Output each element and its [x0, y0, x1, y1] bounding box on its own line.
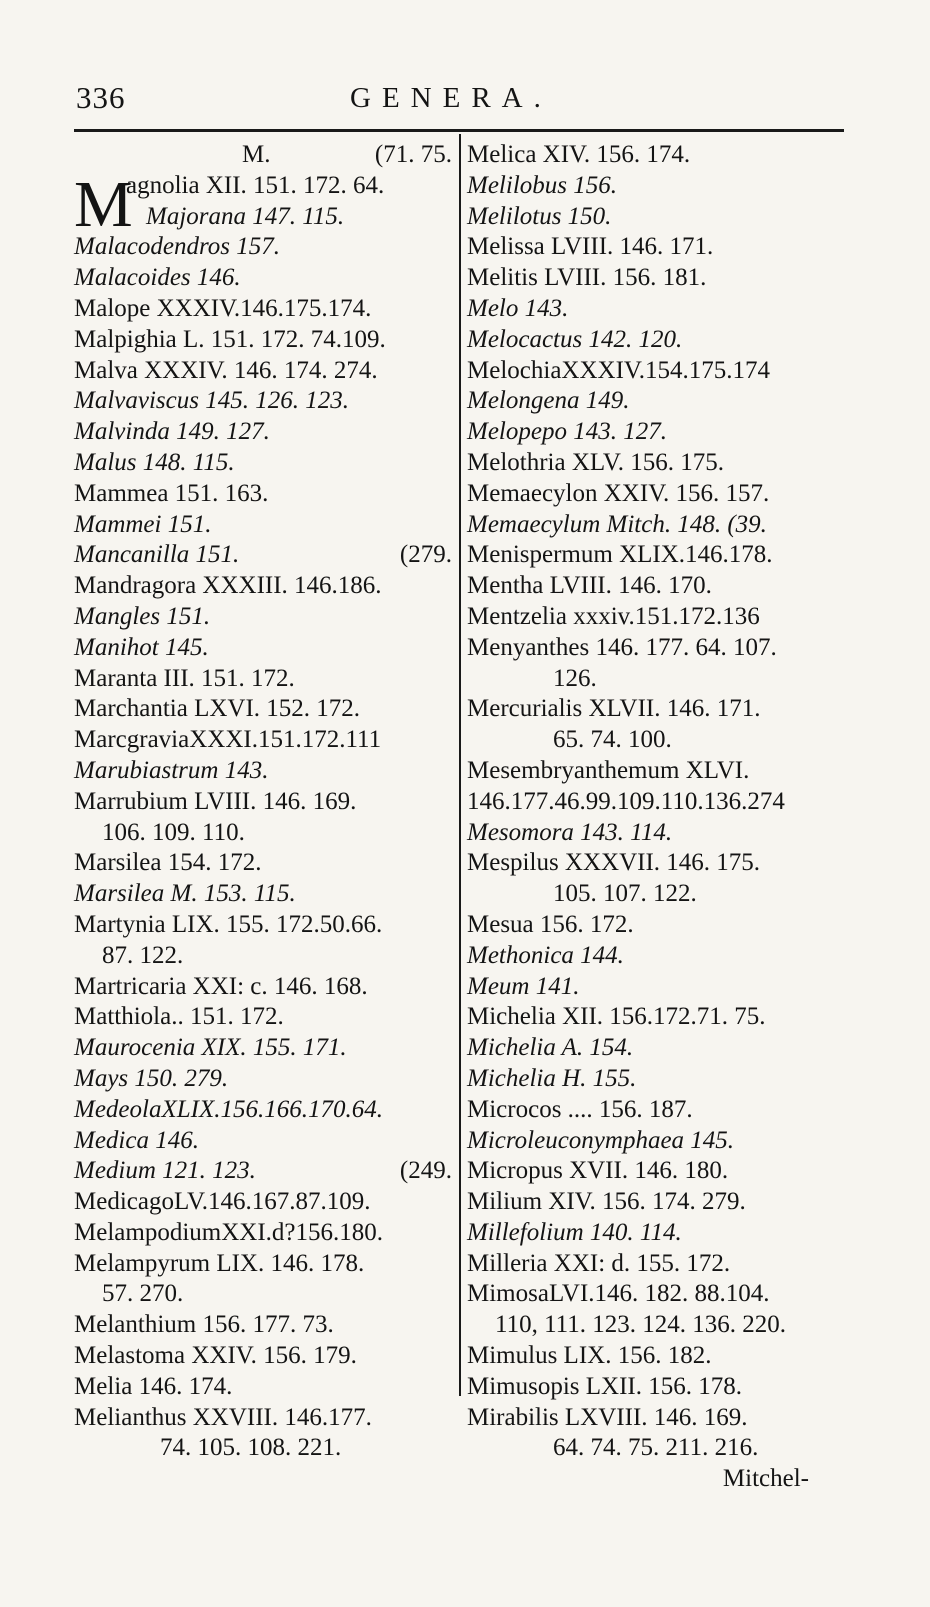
index-entry — [74, 972, 458, 1003]
index-entry — [74, 818, 458, 849]
entry-text: 87. 122. — [102, 941, 184, 969]
index-entry — [74, 725, 458, 756]
entry-text: Manihot 145. — [74, 633, 209, 661]
entry-text: Malvinda 149. 127. — [74, 418, 270, 446]
entry-text: Mimusopis LXII. 156. 178. — [467, 1372, 742, 1400]
entry-text: Melitis LVIII. 156. 181. — [467, 264, 707, 292]
index-entry — [467, 325, 847, 356]
index-entry — [467, 725, 847, 756]
entry-text: Menispermum XLIX.146.178. — [467, 541, 773, 569]
entry-text: 146.177.46.99.109.110.136.274 — [467, 787, 785, 815]
entry-text: Milium XIV. 156. 174. 279. — [467, 1188, 746, 1216]
index-entry — [467, 1310, 847, 1341]
index-entry — [74, 1187, 458, 1218]
entry-text: MedicagoLV.146.167.87.109. — [74, 1188, 371, 1216]
entry-text: Malacoides 146. — [74, 264, 241, 292]
entry-text: Memaecylon XXIV. 156. 157. — [467, 479, 770, 507]
entry-text: MarcgraviaXXXI.151.172.111 — [74, 726, 382, 754]
index-entry — [467, 1433, 847, 1464]
index-entry — [74, 1372, 458, 1403]
right-column — [467, 140, 847, 1495]
entry-text: Menyanthes 146. 177. 64. 107. — [467, 633, 777, 661]
entry-text: Melongena 149. — [467, 387, 630, 415]
entry-text: Melilotus 150. — [467, 202, 612, 230]
index-entry — [74, 848, 458, 879]
index-entry — [467, 263, 847, 294]
left-column — [74, 140, 458, 1464]
index-entry — [467, 1156, 847, 1187]
index-entry — [74, 1249, 458, 1280]
entry-text: Microleuconymphaea 145. — [467, 1126, 735, 1154]
index-entry — [467, 848, 847, 879]
index-entry — [74, 602, 458, 633]
index-entry — [74, 571, 458, 602]
index-entry — [74, 1033, 458, 1064]
index-entry — [467, 1218, 847, 1249]
index-entry — [74, 633, 458, 664]
index-entry — [467, 1464, 847, 1495]
entry-text: Milleria XXI: d. 155. 172. — [467, 1249, 731, 1277]
entry-text: Majorana 147. 115. — [146, 202, 345, 230]
index-entry — [467, 1403, 847, 1434]
entry-text: Melo 143. — [467, 294, 569, 322]
entry-text: Medica 146. — [74, 1126, 199, 1154]
entry-text: 126. — [553, 664, 597, 692]
index-entry — [74, 140, 458, 171]
entry-text: Microcos .... 156. 187. — [467, 1095, 693, 1123]
index-entry — [467, 787, 847, 818]
entry-text: Michelia XII. 156.172.71. 75. — [467, 1003, 766, 1031]
entry-text: Methonica 144. — [467, 941, 624, 969]
entry-text: Melastoma XXIV. 156. 179. — [74, 1342, 357, 1370]
index-entry — [74, 756, 458, 787]
entry-text: 57. 270. — [102, 1280, 184, 1308]
index-entry — [467, 140, 847, 171]
entry-text: Mitchel- — [722, 1465, 809, 1493]
column-divider — [459, 134, 461, 1396]
entry-text: Memaecylum Mitch. 148. (39. — [467, 510, 767, 538]
index-entry — [74, 910, 458, 941]
index-entry — [74, 1156, 458, 1187]
entry-overflow: (71. 75. — [374, 141, 452, 168]
entry-text: Melia 146. 174. — [74, 1372, 233, 1400]
entry-text: MedeolaXLIX.156.166.170.64. — [74, 1095, 383, 1123]
index-entry — [74, 325, 458, 356]
index-entry — [74, 1310, 458, 1341]
entry-text: Mandragora XXXIII. 146.186. — [74, 572, 382, 600]
entry-text: Melanthium 156. 177. 73. — [74, 1311, 334, 1339]
entry-text: Malus 148. 115. — [74, 448, 235, 476]
index-entry — [467, 972, 847, 1003]
index-entry — [467, 602, 847, 633]
page-number: 336 — [76, 80, 126, 115]
entry-text: Malva XXXIV. 146. 174. 274. — [74, 356, 378, 384]
index-entry — [467, 910, 847, 941]
index-entry — [74, 356, 458, 387]
index-entry — [467, 479, 847, 510]
index-entry — [74, 510, 458, 541]
entry-text: Martynia LIX. 155. 172.50.66. — [74, 910, 383, 938]
running-title: GENERA. — [350, 82, 552, 114]
entry-text: Melilobus 156. — [467, 171, 617, 199]
index-entry — [467, 879, 847, 910]
index-entry — [467, 417, 847, 448]
entry-text: Mesomora 143. 114. — [467, 818, 673, 846]
index-entry — [74, 479, 458, 510]
entry-text: Millefolium 140. 114. — [467, 1218, 682, 1246]
index-entry — [74, 540, 458, 571]
index-entry — [467, 232, 847, 263]
entry-text: Martricaria XXI: c. 146. 168. — [74, 972, 368, 1000]
entry-text: MelochiaXXXIV.154.175.174 — [467, 356, 770, 384]
index-entry — [467, 1187, 847, 1218]
entry-text: Malope XXXIV.146.175.174. — [74, 294, 372, 322]
index-entry — [74, 1218, 458, 1249]
entry-text: Marchantia LXVI. 152. 172. — [74, 695, 361, 723]
index-entry — [74, 1279, 458, 1310]
index-entry — [467, 571, 847, 602]
entry-text: Mays 150. 279. — [74, 1064, 229, 1092]
index-entry — [467, 941, 847, 972]
entry-text: 105. 107. 122. — [553, 880, 697, 908]
index-entry — [467, 1033, 847, 1064]
entry-text: 110, 111. 123. 124. 136. 220. — [495, 1311, 786, 1339]
index-entry — [74, 202, 458, 233]
index-entry — [467, 664, 847, 695]
entry-text: 74. 105. 108. 221. — [160, 1434, 342, 1462]
entry-overflow: (249. — [399, 1157, 452, 1185]
index-entry — [74, 417, 458, 448]
index-entry — [74, 694, 458, 725]
entry-text: 65. 74. 100. — [553, 726, 672, 754]
entry-text: Marsilea 154. 172. — [74, 849, 262, 877]
entry-text: 106. 109. 110. — [102, 818, 245, 846]
entry-text: Maranta III. 151. 172. — [74, 664, 295, 692]
entry-text: Melocactus 142. 120. — [467, 325, 683, 353]
index-entry — [467, 1372, 847, 1403]
entry-text: Meum 141. — [467, 972, 580, 1000]
index-entry — [74, 294, 458, 325]
index-entry — [467, 1095, 847, 1126]
entry-text: Melothria XLV. 156. 175. — [467, 448, 724, 476]
index-entry — [74, 232, 458, 263]
entry-text: Michelia H. 155. — [467, 1064, 637, 1092]
entry-text: Michelia A. 154. — [467, 1034, 634, 1062]
entry-text: Mentha LVIII. 146. 170. — [467, 572, 712, 600]
index-entry — [74, 386, 458, 417]
entry-text: Mirabilis LXVIII. 146. 169. — [467, 1403, 748, 1431]
entry-text: MimosaLVI.146. 182. 88.104. — [467, 1280, 770, 1308]
index-entry — [74, 1433, 458, 1464]
drop-cap: M — [74, 167, 133, 241]
entry-text: Melampyrum LIX. 146. 178. — [74, 1249, 365, 1277]
entry-text: Matthiola.. 151. 172. — [74, 1003, 284, 1031]
index-entry — [467, 633, 847, 664]
entry-text: Maurocenia XIX. 155. 171. — [74, 1034, 347, 1062]
index-entry — [467, 1126, 847, 1157]
index-entry — [467, 294, 847, 325]
entry-text: Marubiastrum 143. — [74, 756, 269, 784]
index-entry — [467, 694, 847, 725]
index-entry — [74, 879, 458, 910]
index-entry — [74, 263, 458, 294]
entry-text: 64. 74. 75. 211. 216. — [553, 1434, 759, 1462]
index-entry — [467, 540, 847, 571]
index-entry — [467, 202, 847, 233]
entry-text: Mentzelia xxxiv.151.172.136 — [467, 602, 760, 630]
index-entry — [467, 1249, 847, 1280]
entry-text: Medium 121. 123. — [74, 1157, 256, 1185]
index-entry — [467, 1064, 847, 1095]
entry-text: Mespilus XXXVII. 146. 175. — [467, 849, 761, 877]
entry-text: Melianthus XXVIII. 146.177. — [74, 1403, 372, 1431]
index-entry — [74, 1341, 458, 1372]
index-entry — [74, 664, 458, 695]
entry-text: Marrubium LVIII. 146. 169. — [74, 787, 357, 815]
entry-text: Mimulus LIX. 156. 182. — [467, 1342, 712, 1370]
index-entry — [467, 448, 847, 479]
entry-text: MelampodiumXXI.d?156.180. — [74, 1218, 383, 1246]
header-rule — [74, 129, 844, 132]
index-entry — [467, 756, 847, 787]
entry-text: Malpighia L. 151. 172. 74.109. — [74, 325, 386, 353]
index-entry — [74, 787, 458, 818]
entry-text: Mammea 151. 163. — [74, 479, 269, 507]
entry-text: Mammei 151. — [74, 510, 212, 538]
index-entry — [74, 1095, 458, 1126]
entry-text: Melica XIV. 156. 174. — [467, 141, 691, 168]
entry-text: Mercurialis XLVII. 146. 171. — [467, 695, 761, 723]
index-entry — [74, 448, 458, 479]
entry-text: Marsilea M. 153. 115. — [74, 880, 296, 908]
entry-text: Malvaviscus 145. 126. 123. — [74, 387, 349, 415]
index-entry — [467, 1002, 847, 1033]
entry-overflow: (279. — [399, 541, 452, 569]
index-entry — [467, 1341, 847, 1372]
index-entry — [467, 1279, 847, 1310]
entry-text: Mangles 151. — [74, 602, 211, 630]
entry-text: Melopepo 143. 127. — [467, 418, 667, 446]
index-entry — [467, 510, 847, 541]
index-entry — [74, 1403, 458, 1434]
index-entry — [467, 356, 847, 387]
entry-text: agnolia XII. 151. 172. 64. — [126, 171, 385, 199]
entry-text: Mesua 156. 172. — [467, 910, 634, 938]
index-entry — [74, 1126, 458, 1157]
index-entry — [74, 941, 458, 972]
index-entry — [74, 1002, 458, 1033]
index-entry — [467, 818, 847, 849]
entry-text: M. — [242, 141, 271, 168]
entry-text: Micropus XVII. 146. 180. — [467, 1157, 729, 1185]
entry-text: Melissa LVIII. 146. 171. — [467, 233, 714, 261]
entry-text: Mesembryanthemum XLVI. — [467, 756, 750, 784]
index-entry — [74, 1064, 458, 1095]
index-entry — [467, 386, 847, 417]
entry-text: Malacodendros 157. — [74, 233, 280, 261]
entry-text: Mancanilla 151. — [74, 541, 240, 569]
index-entry — [467, 171, 847, 202]
